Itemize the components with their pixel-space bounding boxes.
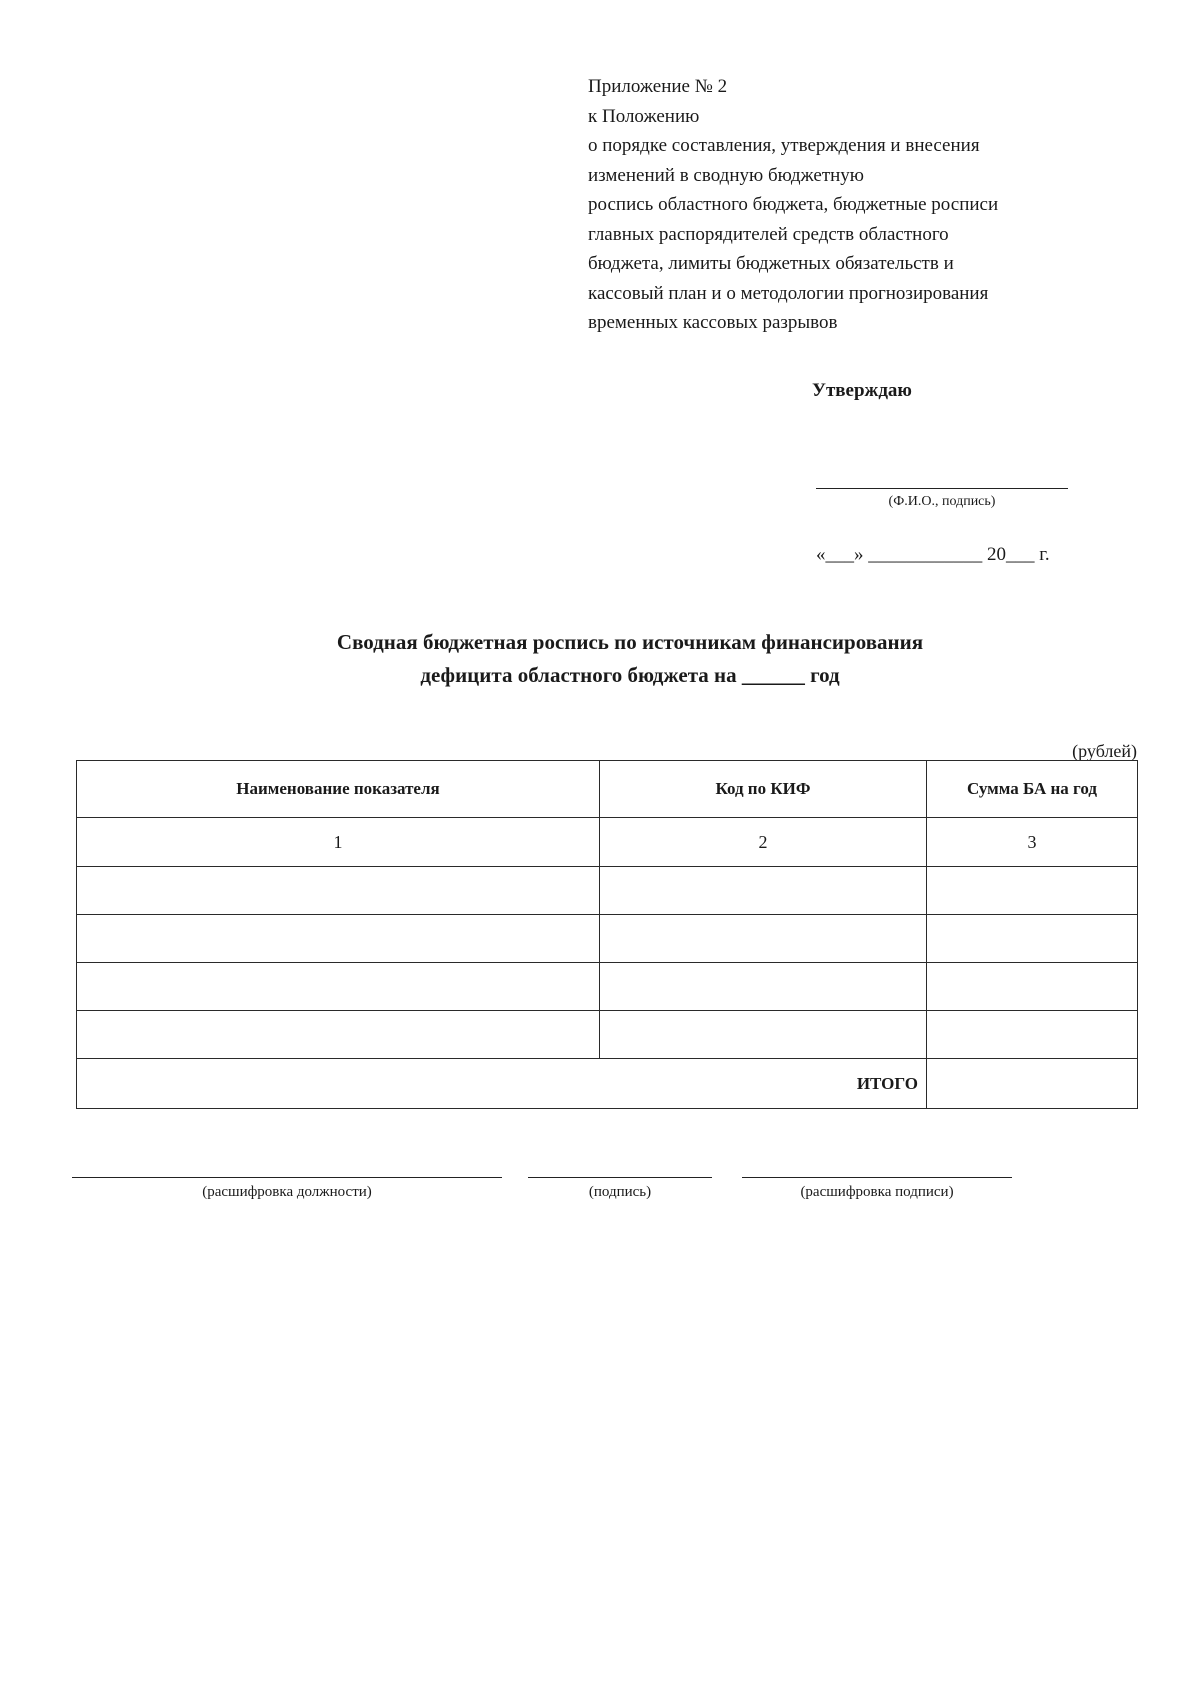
annex-line: Приложение № 2 bbox=[588, 76, 728, 97]
column-header-indicator-name: Наименование показателя bbox=[77, 761, 600, 818]
table-cell bbox=[927, 915, 1138, 963]
annex-line: изменений в сводную бюджетную bbox=[588, 164, 864, 186]
annex-line: временных кассовых разрывов bbox=[588, 312, 838, 333]
table-cell bbox=[600, 915, 927, 963]
total-amount-cell bbox=[927, 1059, 1138, 1109]
table-row bbox=[77, 1011, 1138, 1059]
annex-line: бюджета, лимиты бюджетных обязательств и bbox=[588, 253, 954, 274]
column-number: 1 bbox=[77, 818, 600, 867]
annex-line: роспись областного бюджета, бюджетные росписи bbox=[588, 194, 999, 215]
signature-caption: (подпись) bbox=[588, 1184, 652, 1200]
column-header-annual-amount: Сумма БА на год bbox=[927, 761, 1138, 818]
annex-reference-block bbox=[588, 72, 1148, 338]
signature-line bbox=[528, 1177, 712, 1178]
name-caption: (расшифровка подписи) bbox=[800, 1184, 954, 1200]
table-header-row bbox=[77, 761, 1138, 818]
approver-signature-caption: (Ф.И.О., подпись) bbox=[888, 494, 996, 509]
table-row bbox=[77, 915, 1138, 963]
approval-date-line: «___» ____________ 20___ г. bbox=[816, 544, 1050, 565]
total-label: ИТОГО bbox=[77, 1059, 927, 1109]
annex-line: о порядке составления, утверждения и внесения bbox=[588, 135, 980, 156]
position-caption: (расшифровка должности) bbox=[202, 1184, 372, 1200]
units-label: (рублей) bbox=[1072, 741, 1137, 761]
table-row bbox=[77, 963, 1138, 1011]
document-title bbox=[200, 626, 1060, 692]
budget-table bbox=[76, 760, 1138, 1109]
table-cell bbox=[600, 867, 927, 915]
column-number: 2 bbox=[600, 818, 927, 867]
table-cell bbox=[77, 867, 600, 915]
table-cell bbox=[77, 963, 600, 1011]
total-row bbox=[77, 1059, 1138, 1109]
table-cell bbox=[927, 867, 1138, 915]
annex-line: кассовый план и о методологии прогнозирования bbox=[588, 282, 989, 304]
table-cell bbox=[600, 963, 927, 1011]
annex-line: главных распорядителей средств областного bbox=[588, 223, 949, 245]
document-title-line-1: Сводная бюджетная роспись по источникам финансирования bbox=[336, 630, 924, 654]
name-signature-line bbox=[742, 1177, 1012, 1178]
approval-label: Утверждаю bbox=[812, 380, 912, 401]
position-signature-line bbox=[72, 1177, 502, 1178]
table-cell bbox=[927, 1011, 1138, 1059]
table-cell bbox=[77, 1011, 600, 1059]
document-title-line-2: дефицита областного бюджета на ______ год bbox=[420, 663, 840, 687]
table-cell bbox=[927, 963, 1138, 1011]
table-row bbox=[77, 867, 1138, 915]
column-header-kif-code: Код по КИФ bbox=[600, 761, 927, 818]
approver-signature-line bbox=[816, 488, 1068, 489]
table-cell bbox=[77, 915, 600, 963]
table-cell bbox=[600, 1011, 927, 1059]
column-number: 3 bbox=[927, 818, 1138, 867]
annex-line: к Положению bbox=[588, 105, 700, 127]
column-number-row bbox=[77, 818, 1138, 867]
